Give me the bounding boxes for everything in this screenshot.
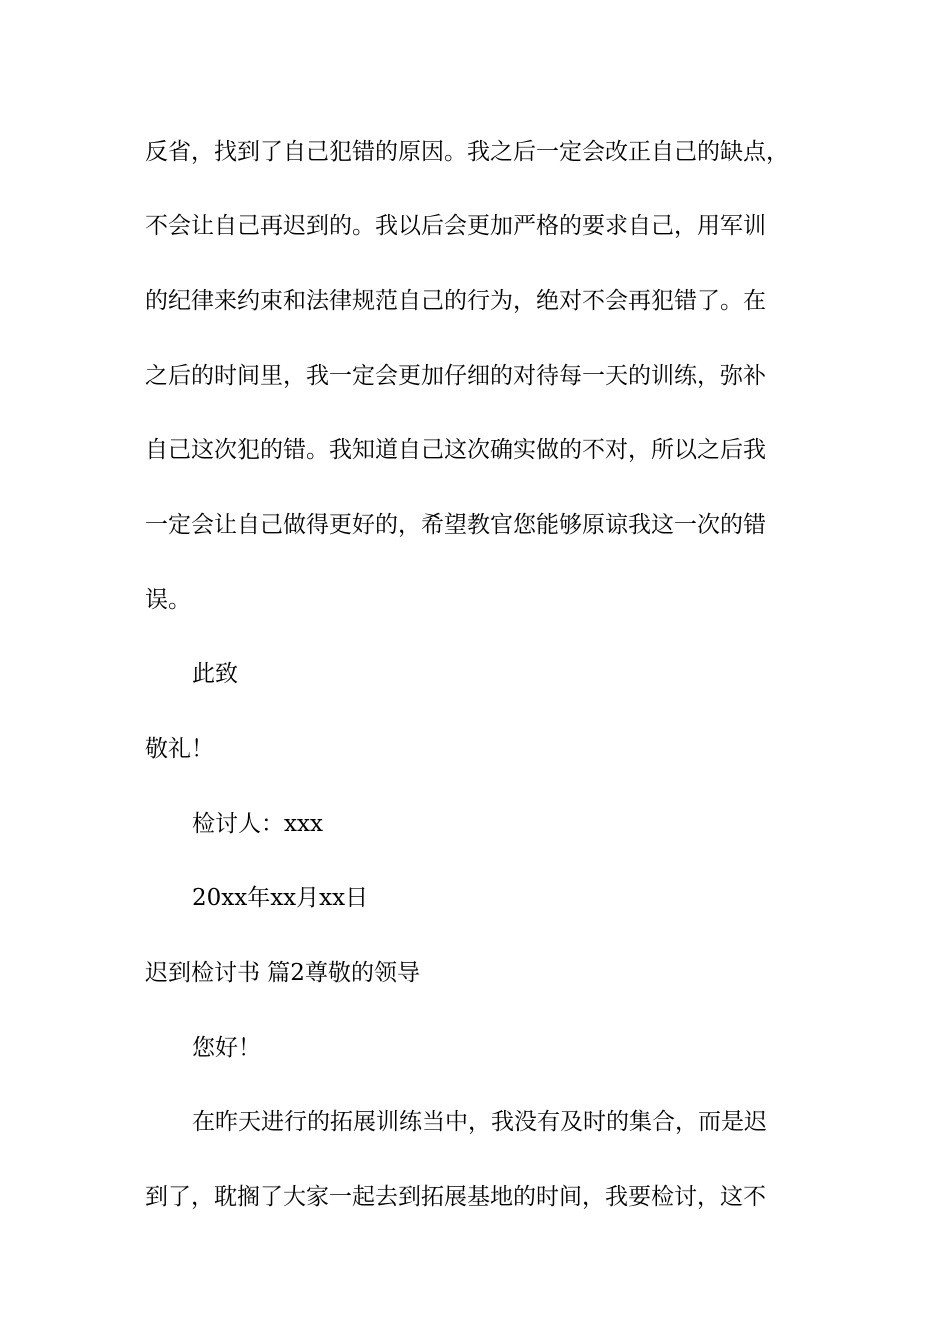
paragraph-line: 自己这次犯的错。我知道自己这次确实做的不对，所以之后我 [145, 437, 766, 463]
paragraph-line: 一定会让自己做得更好的，希望教官您能够原谅我这一次的错 [145, 512, 766, 538]
section-heading: 迟到检讨书 篇2尊敬的领导 [145, 960, 420, 986]
paragraph-line: 不会让自己再迟到的。我以后会更加严格的要求自己，用军训 [145, 213, 766, 239]
paragraph-line: 误。 [145, 587, 191, 613]
salute-text: 敬礼！ [145, 736, 214, 762]
greeting-text: 您好！ [192, 1035, 261, 1061]
signer-line: 检讨人：xxx [192, 811, 323, 837]
paragraph-line: 反省，找到了自己犯错的原因。我之后一定会改正自己的缺点， [145, 139, 789, 165]
paragraph-line: 之后的时间里，我一定会更加仔细的对待每一天的训练，弥补 [145, 363, 766, 389]
paragraph-line: 在昨天进行的拓展训练当中，我没有及时的集合，而是迟 [192, 1109, 767, 1135]
paragraph-line: 到了，耽搁了大家一起去到拓展基地的时间，我要检讨，这不 [145, 1184, 766, 1210]
closing-text: 此致 [192, 661, 238, 687]
paragraph-line: 的纪律来约束和法律规范自己的行为，绝对不会再犯错了。在 [145, 288, 766, 314]
date-line: 20xx年xx月xx日 [192, 885, 369, 911]
